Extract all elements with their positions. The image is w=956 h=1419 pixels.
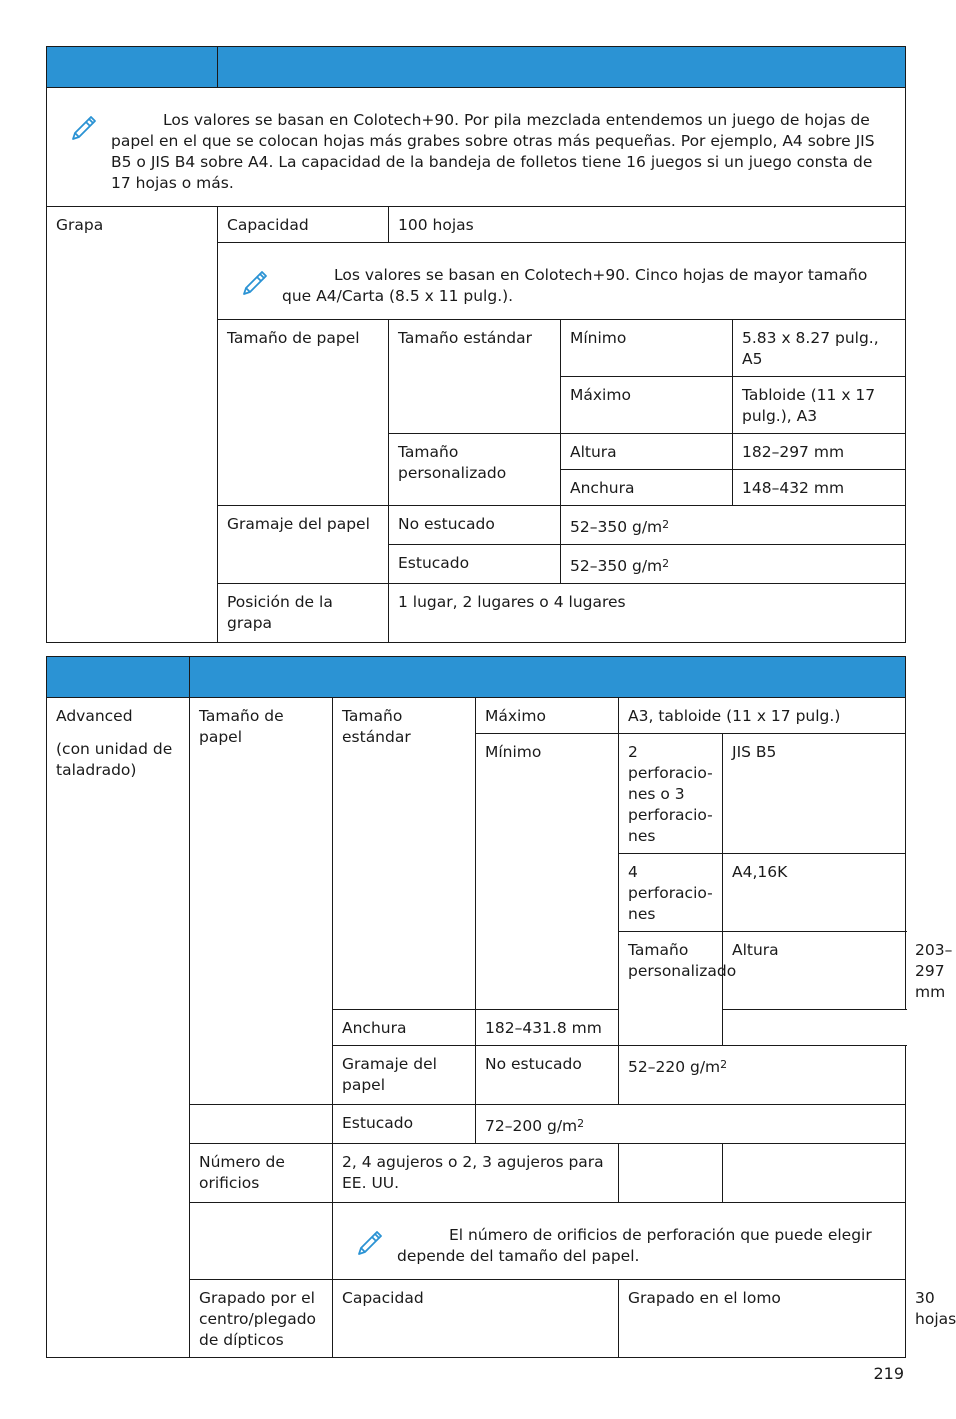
cell-value: [561, 506, 906, 545]
cell-label: Tamaño personalizado: [619, 932, 723, 1046]
cell-label: Mínimo: [476, 734, 619, 1010]
cell-value: 2, 4 agujeros o 2, 3 agujeros para EE. UU.: [333, 1144, 619, 1203]
cell-label: Grapado en el lomo: [619, 1280, 906, 1358]
row-label-advanced: [47, 698, 190, 1358]
superscript: 2: [577, 1117, 585, 1130]
cell-value: Tabloide (11 x 17 pulg.), A3: [733, 377, 906, 434]
empty-cell: [619, 1144, 723, 1203]
page-number: 219: [873, 1364, 904, 1383]
note-box: [47, 88, 906, 207]
advanced-label: Advanced: [56, 707, 133, 725]
finisher-spec-table: Advanced (con unidad de taladrado) Tamaño de papel Tamaño estándar Máximo A3, tabloide (11 x 17 pulg.) Mínimo 2 perforacio-nes o 3 perforacio-nes JIS B5 4 perforacio-nes A4,16K Tamaño personalizado Altura 203–297 mm Anchura 182–431.8 mm Gramaje del papel No estucado 52–220 $g/m^2$ Estucado 72–200 $g/m^2$ Número de orificios 2, 4 agujeros o 2, 3 agujeros para EE. UU. El número de orificios de perforación que puede elegir depende del tamaño del papel. Grapado por el centro/plegado de dípticos Capacidad Grapado en el lomo 30 hojas: [46, 656, 906, 1358]
empty-cell: [190, 1203, 333, 1280]
cell-label: Estucado: [333, 1105, 476, 1144]
cell-label: Máximo: [476, 698, 619, 734]
cell-label: Capacidad: [333, 1280, 619, 1358]
cell-label: Número de orificios: [190, 1144, 333, 1203]
header-cell: [190, 657, 906, 698]
cell-value: [476, 1105, 906, 1144]
value-text: 52–350 g/m: [570, 557, 663, 575]
superscript: 2: [662, 557, 670, 570]
cell-value: JIS B5: [723, 734, 906, 854]
cell-label: Altura: [723, 932, 906, 1010]
note-box: [218, 243, 906, 320]
row-label-grapado-centro: Grapado por el centro/plegado de dípticos: [190, 1280, 333, 1358]
cell-value: 100 hojas: [389, 207, 906, 243]
advanced-sublabel: (con unidad de taladrado): [56, 740, 173, 779]
cell-label: Tamaño personalizado: [389, 434, 561, 506]
cell-label: 2 perforacio-nes o 3 perforacio-nes: [619, 734, 723, 854]
empty-cell: [723, 1144, 906, 1203]
cell-value: [619, 1046, 906, 1105]
cell-value: 182–431.8 mm: [476, 1010, 723, 1046]
cell-label: Posición de la grapa: [218, 584, 389, 643]
cell-value: A3, tabloide (11 x 17 pulg.): [619, 698, 906, 734]
header-cell: [47, 47, 218, 88]
row-label-grapa: Grapa: [47, 207, 218, 643]
cell-label: Altura: [561, 434, 733, 470]
note-text: Los valores se basan en Colotech+90. Por pila mezclada entendemos un juego de hojas de papel en el que se colocan hojas más grabes sobre otras más pequeñas. Por ejemplo, A4 sobre JIS B5 o JIS B4 sobre A4. La capacidad de la bandeja de folletos tiene 16 juegos si un juego consta de 17 hojas o más.: [111, 111, 875, 192]
cell-value: 148–432 mm: [733, 470, 906, 506]
empty-cell: [190, 1105, 333, 1144]
cell-label: Tamaño de papel: [218, 320, 389, 506]
cell-label: Tamaño estándar: [389, 320, 561, 434]
cell-label: Mínimo: [561, 320, 733, 377]
cell-label: Máximo: [561, 377, 733, 434]
cell-label: Tamaño estándar: [333, 698, 476, 1010]
cell-label: No estucado: [476, 1046, 619, 1105]
cell-value: [561, 545, 906, 584]
table-header: [47, 657, 906, 698]
cell-label: Gramaje del papel: [333, 1046, 476, 1105]
pencil-icon: [69, 114, 99, 144]
value-text: 52–350 g/m: [570, 518, 663, 536]
note-text: Los valores se basan en Colotech+90. Cinco hojas de mayor tamaño que A4/Carta (8.5 x 11 pulg.).: [282, 266, 868, 305]
table-header: [47, 47, 906, 88]
header-cell: [47, 657, 190, 698]
cell-label: Gramaje del papel: [218, 506, 389, 584]
superscript: 2: [720, 1058, 728, 1071]
cell-label: Estucado: [389, 545, 561, 584]
superscript: 2: [662, 518, 670, 531]
header-cell: [218, 47, 906, 88]
cell-label: Anchura: [561, 470, 733, 506]
cell-value: 5.83 x 8.27 pulg., A5: [733, 320, 906, 377]
cell-label: No estucado: [389, 506, 561, 545]
cell-label: Anchura: [333, 1010, 476, 1046]
pencil-icon: [240, 269, 270, 299]
cell-value: 1 lugar, 2 lugares o 4 lugares: [389, 584, 906, 643]
cell-label: Tamaño de papel: [190, 698, 333, 1105]
cell-value: 182–297 mm: [733, 434, 906, 470]
note-text: El número de orificios de perforación que puede elegir depende del tamaño del papel.: [397, 1226, 872, 1265]
cell-label: Capacidad: [218, 207, 389, 243]
pencil-icon: [355, 1229, 385, 1259]
value-text: 52–220 g/m: [628, 1058, 721, 1076]
stapler-spec-table: [46, 46, 906, 643]
note-box: [333, 1203, 906, 1280]
cell-label: 4 perforacio-nes: [619, 854, 723, 932]
value-text: 72–200 g/m: [485, 1117, 578, 1135]
cell-value: A4,16K: [723, 854, 906, 932]
